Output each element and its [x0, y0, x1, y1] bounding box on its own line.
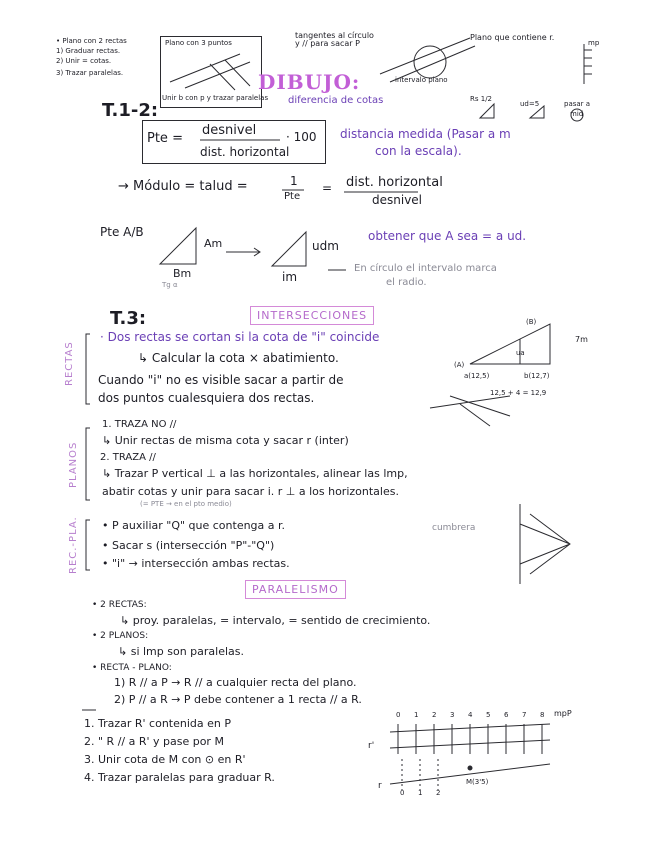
procedure-step-3: 3. Unir cota de M con ⊙ en R': [84, 753, 246, 766]
pte-ab-label: Pte A/B: [100, 225, 144, 239]
intersecciones-heading: INTERSECCIONES: [250, 306, 374, 325]
diferencia-cotas-note: diferencia de cotas: [288, 95, 384, 106]
fraction-pte: Pte: [284, 191, 301, 202]
recpla-bracket: [86, 520, 90, 570]
fraction-one: 1: [290, 174, 298, 188]
paralelismo-item-1: • 2 RECTAS:: [92, 600, 147, 610]
scale-tick-label: 5: [486, 711, 491, 719]
tg-alpha-label: Tg α: [162, 281, 178, 289]
planos-item-2: ↳ Unir rectas de misma cota y sacar r (inter): [102, 434, 349, 447]
procedure-step-1: 1. Trazar R' contenida en P: [84, 717, 232, 730]
mini-circle: [571, 109, 583, 121]
paralelismo-heading: PARALELISMO: [245, 580, 346, 599]
paralelismo-item-4: ↳ si lmp son paralelas.: [118, 645, 245, 658]
distancia-medida-note: distancia medida (Pasar a m: [340, 127, 511, 141]
planos-item-6: (= PTE → en el pto medio): [140, 500, 232, 508]
circulo-note-2: el radio.: [386, 277, 427, 288]
rec-pla-item-2: • Sacar s (intersección "P"-"Q"): [102, 539, 275, 552]
rec-pla-item-3: • "i" → intersección ambas rectas.: [102, 557, 290, 570]
m-point: [468, 766, 472, 770]
triangle-udm: [272, 232, 306, 266]
scale-tick-label: 0: [396, 711, 401, 719]
scale-tick-label: 8: [540, 711, 545, 719]
rectas-bracket: [86, 334, 90, 404]
bottom-scale-label: 2: [436, 789, 441, 797]
tangentes-note: tangentes al círculo y // para sacar P: [295, 31, 374, 49]
rs-label: Rs 1/2: [470, 95, 493, 103]
desnivel-numerator: desnivel: [202, 123, 257, 138]
procedure-step-4: 4. Trazar paralelas para graduar R.: [84, 771, 275, 784]
recta-plano-side-label: REC.-PLA.: [68, 516, 79, 574]
times-100: · 100: [286, 130, 317, 144]
ud-label: ud=5: [520, 100, 540, 108]
equals-sign: =: [322, 181, 333, 195]
modulo-formula-label: → Módulo = talud =: [118, 179, 248, 194]
paralelismo-item-6: 1) R // a P → R // a cualquier recta del plano.: [114, 676, 357, 689]
paralelismo-item-7: 2) P // a R → P debe contener a 1 recta // a R.: [114, 693, 362, 706]
plane-sketch-lines: [170, 54, 250, 90]
header-list-item: • Plano con 2 rectas: [56, 37, 127, 45]
planos-item-1: 1. TRAZA NO //: [102, 419, 177, 430]
mid-label: mid: [570, 110, 584, 118]
planos-item-5: abatir cotas y unir para sacar i. r ⊥ a los horizontales.: [102, 485, 399, 498]
am-label: Am: [204, 237, 223, 250]
con-escala-note: con la escala).: [375, 144, 462, 158]
a-point-label: (A): [454, 361, 465, 369]
scale-tick-label: 1: [414, 711, 419, 719]
section-label-t12: T.1-2:: [102, 100, 159, 121]
planos-side-label: PLANOS: [68, 441, 79, 488]
bm-label: Bm: [173, 267, 192, 280]
m-point-label: M(3'5): [466, 778, 489, 786]
r-label: r: [378, 781, 382, 791]
cumbrera-sketch: [520, 504, 570, 584]
triangle-ab: [160, 228, 196, 264]
circulo-note-1: En círculo el intervalo marca: [354, 263, 497, 274]
paralelismo-item-5: • RECTA - PLANO:: [92, 663, 172, 673]
paralelismo-item-2: ↳ proy. paralelas, = intervalo, = sentido de crecimiento.: [120, 614, 431, 627]
rectas-line-4: dos puntos cualesquiera dos rectas.: [98, 391, 315, 405]
b-value-label: b(12,7): [524, 372, 550, 380]
calc-label: 12,5 + 4 = 12,9: [490, 389, 547, 397]
intervalo-note: intervalo plano: [395, 76, 448, 84]
header-list-item: 1) Graduar rectas.: [56, 47, 121, 55]
projection-lines: [402, 759, 438, 790]
plane-sketch-caption: Unir b con p y trazar paralelas: [162, 94, 269, 102]
notebook-page: [50, 24, 602, 824]
tangent-circle: [414, 46, 446, 78]
obtener-note: obtener que A sea = a ud.: [368, 229, 527, 243]
intersection-sketch: [430, 396, 510, 426]
arrow-right: [226, 248, 260, 256]
mpp-label: mpP: [554, 709, 572, 718]
im-label: im: [282, 270, 298, 284]
planos-bracket: [86, 428, 90, 500]
scale-ticks: [398, 724, 542, 754]
mp-label: mp: [588, 39, 600, 47]
rectas-line-1: · Dos rectas se cortan si la cota de "i" coincide: [100, 330, 380, 344]
pte-label: Pte =: [147, 131, 183, 146]
scale-tick-label: 2: [432, 711, 437, 719]
planos-item-3: 2. TRAZA //: [100, 452, 156, 463]
sketch-layer: [50, 24, 602, 824]
dist-horizontal-numerator: dist. horizontal: [346, 175, 443, 190]
header-list-item: 2) Unir = cotas.: [56, 57, 112, 65]
paralelismo-item-3: • 2 PLANOS:: [92, 631, 149, 641]
cota-triangle: [470, 324, 550, 364]
cumbrera-label: cumbrera: [432, 523, 476, 533]
r-prime-label: r': [368, 741, 375, 751]
fraction-bars: [200, 140, 418, 195]
scale-tick-label: 4: [468, 711, 473, 719]
b-point-label: (B): [526, 318, 537, 326]
header-list-item: 3) Trazar paralelas.: [56, 69, 124, 77]
tangent-lines: [380, 38, 475, 82]
plane-sketch-title: Plano con 3 puntos: [165, 39, 232, 47]
desnivel-denominator: desnivel: [372, 193, 423, 207]
dist-horizontal-denominator: dist. horizontal: [200, 145, 290, 159]
rectas-side-label: RECTAS: [64, 341, 75, 386]
scale-tick-label: 3: [450, 711, 455, 719]
seven-m-label: 7m: [575, 335, 588, 344]
planos-item-4: ↳ Trazar P vertical ⊥ a las horizontales, alinear las lmp,: [102, 467, 408, 480]
mp-ruler: [584, 44, 592, 84]
bottom-scale-label: 1: [418, 789, 423, 797]
scale-tick-label: 7: [522, 711, 527, 719]
udm-label: udm: [312, 239, 339, 253]
procedure-step-2: 2. " R // a R' y pase por M: [84, 735, 224, 748]
rectas-line-2: ↳ Calcular la cota × abatimiento.: [138, 351, 339, 365]
scale-tick-label: 6: [504, 711, 509, 719]
rec-pla-item-1: • P auxiliar "Q" que contenga a r.: [102, 519, 286, 532]
section-label-t3: T.3:: [110, 308, 147, 329]
a-value-label: a(12,5): [464, 372, 490, 380]
page-title: DIBUJO:: [258, 70, 361, 94]
ua-label: ua: [516, 349, 525, 357]
rectas-line-3: Cuando "i" no es visible sacar a partir de: [98, 373, 344, 387]
bottom-scale-label: 0: [400, 789, 405, 797]
pasar-label: pasar a: [564, 100, 591, 108]
plano-contiene-note: Plano que contiene r.: [470, 33, 555, 42]
mini-triangles: [480, 104, 544, 118]
